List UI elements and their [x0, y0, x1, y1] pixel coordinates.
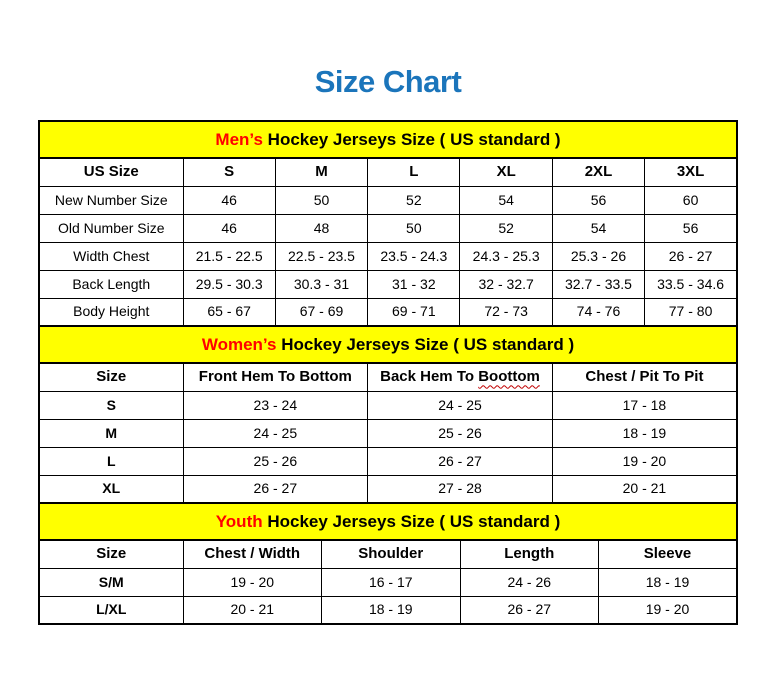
- womens-misspelled-word: Boottom: [478, 368, 540, 386]
- mens-section-title-text: Hockey Jerseys Size ( US standard ): [262, 129, 561, 149]
- mens-section-band-row: [39, 121, 737, 158]
- mens-table-row: [39, 298, 737, 326]
- mens-section-highlight: Men’s: [215, 129, 263, 149]
- mens-cell-3-1: 29.5 - 30.3: [183, 270, 275, 298]
- womens-cell-0-3: 17 - 18: [552, 391, 737, 419]
- mens-cell-1-5: 54: [552, 214, 644, 242]
- size-tables: [38, 120, 738, 625]
- womens-section-highlight: Women’s: [201, 334, 277, 354]
- womens-column-header-2: [368, 363, 553, 391]
- mens-cell-1-3: 50: [368, 214, 460, 242]
- womens-cell-3-3: 20 - 21: [552, 475, 737, 503]
- mens-header-row: [39, 158, 737, 186]
- mens-row-label-4: Body Height: [39, 298, 183, 326]
- mens-row-label-3: Back Length: [39, 270, 183, 298]
- mens-column-header-6: 3XL: [645, 158, 737, 186]
- mens-row-label-0: New Number Size: [39, 186, 183, 214]
- youth-cell-0-1: 19 - 20: [183, 568, 322, 596]
- youth-column-header-4: Sleeve: [599, 540, 738, 568]
- womens-section-band-row: [39, 326, 737, 363]
- womens-size-table: [38, 325, 738, 504]
- mens-cell-3-6: 33.5 - 34.6: [645, 270, 737, 298]
- womens-table-row: [39, 419, 737, 447]
- youth-column-header-2: Shoulder: [322, 540, 461, 568]
- womens-cell-3-2: 27 - 28: [368, 475, 553, 503]
- mens-cell-2-5: 25.3 - 26: [552, 242, 644, 270]
- mens-column-header-4: XL: [460, 158, 552, 186]
- mens-cell-2-1: 21.5 - 22.5: [183, 242, 275, 270]
- mens-cell-4-4: 72 - 73: [460, 298, 552, 326]
- mens-cell-1-1: 46: [183, 214, 275, 242]
- mens-table-row: [39, 186, 737, 214]
- mens-cell-2-6: 26 - 27: [645, 242, 737, 270]
- mens-section-header: [39, 121, 737, 158]
- youth-section-header: [39, 503, 737, 540]
- mens-cell-2-3: 23.5 - 24.3: [368, 242, 460, 270]
- womens-row-label-3: XL: [39, 475, 183, 503]
- youth-column-header-0: Size: [39, 540, 183, 568]
- womens-row-label-1: M: [39, 419, 183, 447]
- mens-table-row: [39, 214, 737, 242]
- womens-cell-1-3: 18 - 19: [552, 419, 737, 447]
- youth-cell-1-3: 26 - 27: [460, 596, 599, 624]
- womens-row-label-0: S: [39, 391, 183, 419]
- youth-cell-0-2: 16 - 17: [322, 568, 461, 596]
- womens-table-row: [39, 447, 737, 475]
- mens-cell-4-2: 67 - 69: [275, 298, 367, 326]
- mens-size-table: [38, 120, 738, 327]
- mens-column-header-3: L: [368, 158, 460, 186]
- mens-cell-3-4: 32 - 32.7: [460, 270, 552, 298]
- mens-row-label-1: Old Number Size: [39, 214, 183, 242]
- youth-header-row: [39, 540, 737, 568]
- womens-table-row: [39, 391, 737, 419]
- mens-column-header-1: S: [183, 158, 275, 186]
- mens-column-header-2: M: [275, 158, 367, 186]
- mens-cell-0-3: 52: [368, 186, 460, 214]
- womens-cell-1-2: 25 - 26: [368, 419, 553, 447]
- womens-cell-2-2: 26 - 27: [368, 447, 553, 475]
- womens-section-header: [39, 326, 737, 363]
- mens-cell-0-2: 50: [275, 186, 367, 214]
- youth-table-row: [39, 568, 737, 596]
- mens-cell-0-5: 56: [552, 186, 644, 214]
- youth-section-band-row: [39, 503, 737, 540]
- mens-cell-0-6: 60: [645, 186, 737, 214]
- womens-column-header-1: Front Hem To Bottom: [183, 363, 368, 391]
- mens-cell-4-6: 77 - 80: [645, 298, 737, 326]
- mens-cell-3-5: 32.7 - 33.5: [552, 270, 644, 298]
- womens-section-title-text: Hockey Jerseys Size ( US standard ): [276, 334, 575, 354]
- youth-cell-1-2: 18 - 19: [322, 596, 461, 624]
- mens-row-label-2: Width Chest: [39, 242, 183, 270]
- youth-cell-1-4: 19 - 20: [599, 596, 738, 624]
- womens-header-row: [39, 363, 737, 391]
- mens-column-header-0: US Size: [39, 158, 183, 186]
- youth-size-table: [38, 502, 738, 625]
- youth-cell-0-4: 18 - 19: [599, 568, 738, 596]
- youth-row-label-0: S/M: [39, 568, 183, 596]
- youth-cell-0-3: 24 - 26: [460, 568, 599, 596]
- youth-column-header-1: Chest / Width: [183, 540, 322, 568]
- womens-column-header-2-prefix: Back Hem To: [380, 368, 479, 386]
- youth-table-row: [39, 596, 737, 624]
- mens-cell-3-3: 31 - 32: [368, 270, 460, 298]
- mens-cell-1-2: 48: [275, 214, 367, 242]
- mens-cell-0-4: 54: [460, 186, 552, 214]
- youth-column-header-3: Length: [460, 540, 599, 568]
- mens-column-header-5: 2XL: [552, 158, 644, 186]
- mens-cell-1-4: 52: [460, 214, 552, 242]
- mens-cell-4-1: 65 - 67: [183, 298, 275, 326]
- mens-cell-1-6: 56: [645, 214, 737, 242]
- mens-table-row: [39, 270, 737, 298]
- womens-cell-0-2: 24 - 25: [368, 391, 553, 419]
- womens-cell-2-3: 19 - 20: [552, 447, 737, 475]
- youth-cell-1-1: 20 - 21: [183, 596, 322, 624]
- mens-cell-2-4: 24.3 - 25.3: [460, 242, 552, 270]
- womens-cell-3-1: 26 - 27: [183, 475, 368, 503]
- mens-cell-2-2: 22.5 - 23.5: [275, 242, 367, 270]
- womens-column-header-3: Chest / Pit To Pit: [552, 363, 737, 391]
- page-title: Size Chart: [314, 64, 462, 99]
- womens-cell-2-1: 25 - 26: [183, 447, 368, 475]
- mens-cell-4-3: 69 - 71: [368, 298, 460, 326]
- mens-cell-0-1: 46: [183, 186, 275, 214]
- womens-column-header-0: Size: [39, 363, 183, 391]
- womens-table-row: [39, 475, 737, 503]
- womens-row-label-2: L: [39, 447, 183, 475]
- womens-cell-1-1: 24 - 25: [183, 419, 368, 447]
- mens-cell-4-5: 74 - 76: [552, 298, 644, 326]
- mens-cell-3-2: 30.3 - 31: [275, 270, 367, 298]
- youth-section-title-text: Hockey Jerseys Size ( US standard ): [262, 511, 561, 531]
- youth-section-highlight: Youth: [215, 511, 263, 531]
- womens-cell-0-1: 23 - 24: [183, 391, 368, 419]
- youth-row-label-1: L/XL: [39, 596, 183, 624]
- mens-table-row: [39, 242, 737, 270]
